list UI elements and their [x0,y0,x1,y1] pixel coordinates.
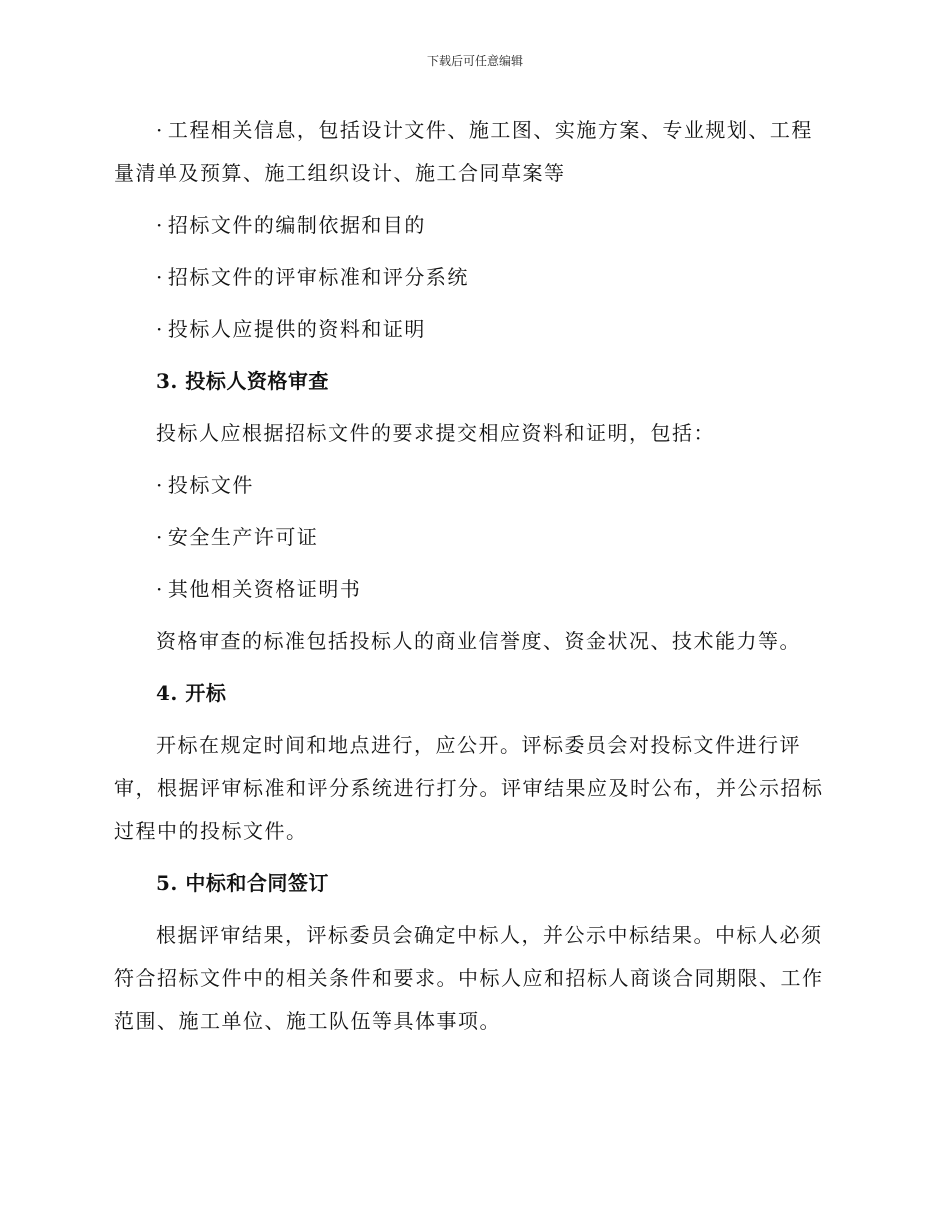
bullet-mark: · [156,473,164,497]
bullet-text: 招标文件的评审标准和评分系统 [167,265,469,289]
bullet-mark: · [156,213,164,237]
bullet-mark: · [156,317,164,341]
bullet-item-safety-license [114,516,834,559]
section-heading-award-contract: 5. 中标和合同签订 [156,871,329,895]
bullet-text: 投标文件 [167,473,254,497]
document-body [114,109,834,1052]
paragraph-qualification-standard: 资格审查的标准包括投标人的商业信誉度、资金状况、技术能力等。 [156,629,801,653]
bullet-mark: · [156,265,164,289]
bullet-item-bid-docs [114,464,834,507]
bullet-text: 其他相关资格证明书 [167,577,362,601]
bullet-mark: · [156,577,164,601]
bullet-text: 招标文件的编制依据和目的 [167,213,426,237]
bullet-item-basis [114,204,834,247]
bullet-mark: · [156,525,164,549]
paragraph-qualification-intro: 投标人应根据招标文件的要求提交相应资料和证明，包括： [156,421,715,445]
bullet-text: 安全生产许可证 [167,525,319,549]
bullet-text: 投标人应提供的资料和证明 [167,317,426,341]
bullet-item-project-info [114,109,834,195]
paragraph-award-contract: 根据评审结果，评标委员会确定中标人，并公示中标结果。中标人必须符合招标文件中的相关条件和要求。中标人应和招标人商谈合同期限、工作范围、施工单位、施工队伍等具体事项。 [114,923,824,1033]
bullet-mark: · [156,118,164,142]
bullet-item-materials [114,308,834,351]
bullet-item-other-certs [114,568,834,611]
bullet-text: 工程相关信息，包括设计文件、施工图、实施方案、专业规划、工程量清单及预算、施工组织设计、施工合同草案等 [114,118,813,185]
paragraph-bid-opening: 开标在规定时间和地点进行，应公开。评标委员会对投标文件进行评审，根据评审标准和评分系统进行打分。评审结果应及时公布，并公示招标过程中的投标文件。 [114,733,824,843]
section-heading-bid-opening: 4. 开标 [156,681,227,705]
section-heading-qualification: 3. 投标人资格审查 [156,369,329,393]
bullet-item-criteria [114,256,834,299]
page-header: 下载后可任意编辑 [426,54,523,68]
